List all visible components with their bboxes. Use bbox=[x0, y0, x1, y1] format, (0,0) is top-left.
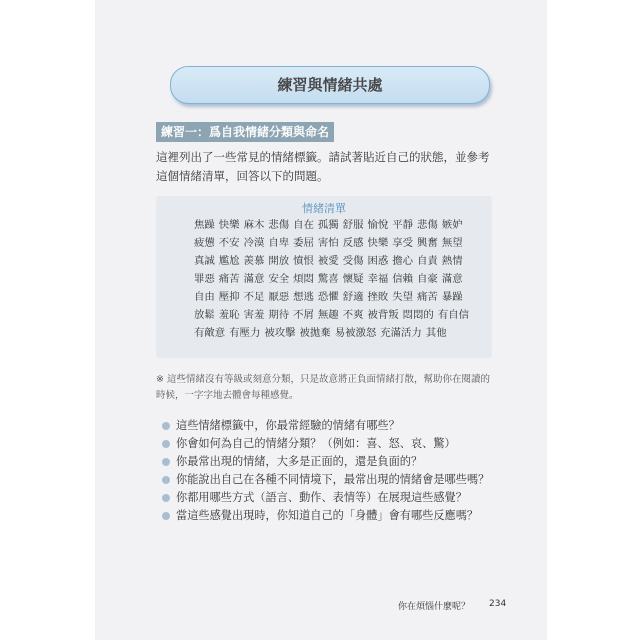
emotion-word: 不安 bbox=[218, 237, 240, 249]
emotion-word: 恐懼 bbox=[317, 291, 339, 303]
emotion-word: 害怕 bbox=[317, 237, 339, 249]
emotion-word: 懷疑 bbox=[342, 273, 364, 285]
emotion-word: 快樂 bbox=[218, 219, 240, 231]
emotion-word: 無望 bbox=[441, 237, 463, 249]
emotion-word: 有敵意 bbox=[194, 327, 226, 339]
emotion-word: 痛苦 bbox=[218, 273, 240, 285]
emotion-word: 羞恥 bbox=[218, 309, 240, 321]
emotion-word: 冷漠 bbox=[243, 237, 265, 249]
emotion-word: 享受 bbox=[392, 237, 414, 249]
emotion-word: 有自信 bbox=[437, 309, 469, 321]
question-item bbox=[160, 453, 510, 471]
question-item bbox=[160, 471, 510, 489]
emotion-word: 放鬆 bbox=[194, 309, 215, 321]
emotion-word: 自在 bbox=[293, 219, 314, 231]
bullet-icon bbox=[162, 476, 170, 484]
emotion-word: 受傷 bbox=[342, 255, 364, 267]
question-text: 你都用哪些方式（語言、動作、表情等）在展現這些感覺？ bbox=[176, 491, 467, 504]
emotion-word: 有壓力 bbox=[229, 327, 261, 339]
section-title: 練習與情緒共處 bbox=[277, 76, 383, 94]
emotion-word: 自卑 bbox=[268, 237, 290, 249]
note-line: ※ 這些情緒沒有等級或刻意分類，只是故意將正負面情緒打散，幫助你在閱讀的 bbox=[156, 374, 490, 385]
emotion-word: 憤恨 bbox=[293, 255, 314, 267]
emotion-word: 安全 bbox=[268, 273, 290, 285]
question-list bbox=[160, 417, 510, 525]
note-paragraph bbox=[156, 372, 508, 404]
emotion-word: 愉悅 bbox=[367, 219, 389, 231]
emotion-word: 厭惡 bbox=[268, 291, 290, 303]
emotion-word: 滿意 bbox=[243, 273, 265, 285]
emotion-word: 自豪 bbox=[417, 273, 438, 285]
emotion-word: 被愛 bbox=[317, 255, 339, 267]
emotion-word: 悲傷 bbox=[268, 219, 290, 231]
emotion-word: 不足 bbox=[243, 291, 265, 303]
emotion-word: 煩悶 bbox=[293, 273, 314, 285]
intro-paragraph bbox=[156, 148, 506, 186]
emotion-list-box bbox=[156, 196, 492, 358]
emotion-word: 平靜 bbox=[392, 219, 414, 231]
question-text: 你最常出現的情緒，大多是正面的，還是負面的？ bbox=[176, 455, 423, 468]
emotion-word: 尷尬 bbox=[218, 255, 240, 267]
question-text: 你能說出自己在各種不同情境下，最常出現的情緒會是哪些嗎？ bbox=[176, 473, 490, 486]
question-item bbox=[160, 507, 510, 525]
emotion-word: 被拋棄 bbox=[299, 327, 331, 339]
emotion-word: 想逃 bbox=[293, 291, 314, 303]
emotion-word: 幸福 bbox=[367, 273, 389, 285]
footer-book-title: 你在煩惱什麼呢？ bbox=[398, 602, 471, 612]
emotion-word: 焦躁 bbox=[194, 219, 215, 231]
intro-line: 這個情緒清單，回答以下的問題。 bbox=[156, 169, 329, 183]
page-number: 234 bbox=[489, 599, 507, 609]
emotion-word: 自由 bbox=[194, 291, 215, 303]
question-item bbox=[160, 435, 510, 453]
emotion-word: 擔心 bbox=[392, 255, 414, 267]
emotion-word: 快樂 bbox=[367, 237, 389, 249]
emotion-word: 不屑 bbox=[293, 309, 314, 321]
emotion-word: 困惑 bbox=[367, 255, 389, 267]
emotion-word: 暴躁 bbox=[441, 291, 463, 303]
bullet-icon bbox=[162, 440, 170, 448]
question-item bbox=[160, 417, 510, 435]
emotion-word: 舒適 bbox=[342, 291, 364, 303]
emotion-list-title: 情緒清單 bbox=[302, 202, 346, 215]
emotion-word: 信賴 bbox=[392, 273, 414, 285]
emotion-word-list bbox=[194, 216, 484, 342]
question-text: 當這些感覺出現時，你知道自己的「身體」會有哪些反應嗎？ bbox=[176, 509, 479, 522]
emotion-word: 壓抑 bbox=[218, 291, 240, 303]
emotion-word: 悶悶的 bbox=[402, 309, 434, 321]
emotion-word: 麻木 bbox=[243, 219, 265, 231]
bullet-icon bbox=[162, 458, 170, 466]
emotion-word: 無趣 bbox=[317, 309, 339, 321]
emotion-word: 開放 bbox=[268, 255, 290, 267]
section-title-banner bbox=[170, 66, 490, 104]
emotion-word: 痛苦 bbox=[417, 291, 438, 303]
question-text: 這些情緒標籤中，你最常經驗的情緒有哪些？ bbox=[176, 419, 400, 432]
emotion-word: 其他 bbox=[425, 327, 447, 339]
question-item bbox=[160, 489, 510, 507]
bullet-icon bbox=[162, 422, 170, 430]
intro-line: 這裡列出了一些常見的情緒標籤。請試著貼近自己的狀態，並參考 bbox=[156, 150, 490, 164]
emotion-word: 易被激怒 bbox=[334, 327, 377, 339]
emotion-word: 挫敗 bbox=[367, 291, 389, 303]
emotion-word: 嫉妒 bbox=[441, 219, 463, 231]
emotion-word: 不爽 bbox=[342, 309, 364, 321]
question-text: 你會如何為自己的情緒分類？（例如：喜、怒、哀、驚） bbox=[176, 437, 456, 450]
emotion-word: 被背叛 bbox=[367, 309, 399, 321]
emotion-word: 害羞 bbox=[243, 309, 265, 321]
emotion-word: 罪惡 bbox=[194, 273, 215, 285]
emotion-word: 期待 bbox=[268, 309, 290, 321]
emotion-word: 充滿活力 bbox=[380, 327, 422, 339]
emotion-word: 反感 bbox=[342, 237, 364, 249]
emotion-word: 被攻擊 bbox=[264, 327, 296, 339]
emotion-word: 羨慕 bbox=[243, 255, 265, 267]
note-line: 時候，一字字地去體會每種感覺。 bbox=[156, 390, 299, 401]
emotion-word: 熱情 bbox=[441, 255, 463, 267]
emotion-word: 疲憊 bbox=[194, 237, 215, 249]
emotion-word: 自責 bbox=[417, 255, 438, 267]
emotion-word: 滿意 bbox=[441, 273, 463, 285]
emotion-word: 真誠 bbox=[194, 255, 215, 267]
emotion-word: 悲傷 bbox=[417, 219, 438, 231]
exercise-label: 練習一：爲自我情緒分類與命名 bbox=[156, 122, 334, 142]
bullet-icon bbox=[162, 512, 170, 520]
emotion-word: 孤獨 bbox=[317, 219, 339, 231]
emotion-word: 驚喜 bbox=[317, 273, 339, 285]
emotion-word: 舒服 bbox=[342, 219, 364, 231]
emotion-word: 失望 bbox=[392, 291, 414, 303]
bullet-icon bbox=[162, 494, 170, 502]
emotion-word: 委屈 bbox=[293, 237, 314, 249]
emotion-word: 興奮 bbox=[417, 237, 438, 249]
